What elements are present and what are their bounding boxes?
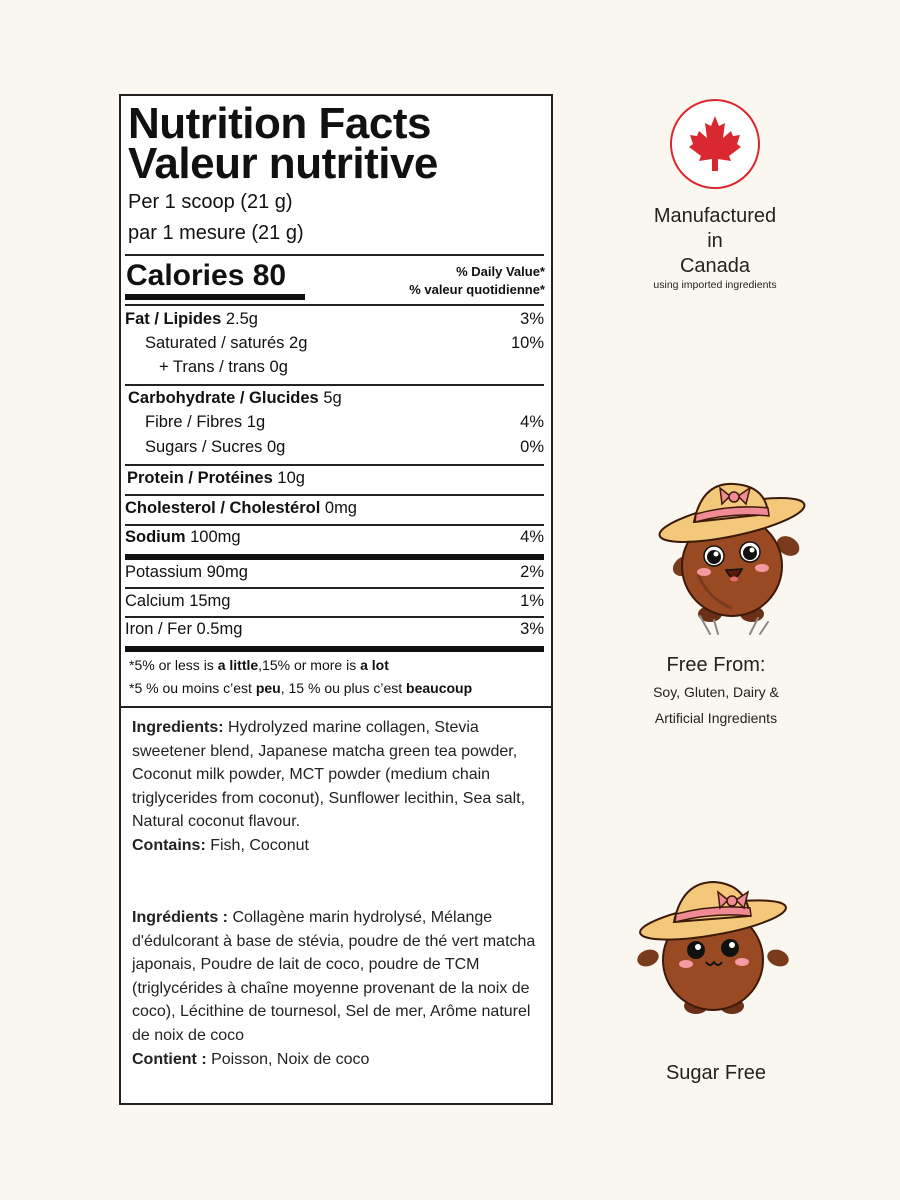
nutrition-facts-table bbox=[121, 96, 551, 708]
nutrient-name-amount: Saturated / saturés 2g bbox=[145, 334, 308, 352]
nutrient-row bbox=[125, 438, 544, 460]
ingredients-en bbox=[132, 716, 544, 858]
sugar-free-label: Sugar Free bbox=[665, 1062, 767, 1084]
nutrient-row bbox=[125, 563, 544, 585]
ingredients-fr-list: Ingrédients : Collagène marin hydrolysé, Mélange d'édulcorant à base de stévia, poudre de thé vert matcha japonais, Poudre de lait de coco, poudre de TCM (triglycérides à chaîne moyenne provenant de la noix de coco), Lécithine de tournesol, Sel de mer, Arôme naturel de noix de coco bbox=[132, 909, 536, 1044]
contains-en: Contains: Fish, Coconut bbox=[132, 836, 309, 854]
nutrient-name-amount: Sodium 100mg bbox=[125, 528, 241, 546]
nutrient-name-amount: Iron / Fer 0.5mg bbox=[125, 620, 243, 638]
nutrient-percent: 4% bbox=[520, 528, 544, 546]
nutrient-row bbox=[125, 358, 544, 380]
nutrient-percent: 3% bbox=[520, 310, 544, 328]
nutrient-name-amount: Potassium 90mg bbox=[125, 563, 248, 581]
free-from-badge bbox=[630, 651, 802, 731]
panel-divider bbox=[121, 706, 551, 708]
rule bbox=[125, 384, 544, 386]
contains-fr: Contient : Poisson, Noix de coco bbox=[132, 1050, 370, 1068]
nutrient-row bbox=[125, 620, 544, 642]
calories-underline bbox=[125, 294, 305, 300]
calories-value: 80 bbox=[252, 259, 287, 292]
canada-line-2: in bbox=[707, 230, 723, 252]
rule-thick bbox=[125, 646, 544, 652]
ingredients-en-list: Ingredients: Hydrolyzed marine collagen, Stevia sweetener blend, Japanese matcha green tea powder, Coconut milk powder, MCT powder (medium chain triglycerides from coconut), Sunflower lecithin, Sea salt, Natural coconut flavour. bbox=[132, 719, 526, 831]
ingredients-fr bbox=[132, 906, 544, 1071]
nutrient-name-amount: Calcium 15mg bbox=[125, 592, 231, 610]
free-from-line-2: Artificial Ingredients bbox=[654, 710, 778, 726]
nutrient-name-amount: Fat / Lipides 2.5g bbox=[125, 310, 258, 328]
nutrient-name-amount: Carbohydrate / Glucides 5g bbox=[128, 389, 342, 407]
canada-badge bbox=[620, 98, 810, 291]
nutrient-percent: 0% bbox=[520, 438, 544, 456]
footnote-en: *5% or less is a little,15% or more is a lot bbox=[129, 657, 389, 673]
nutrient-percent: 3% bbox=[520, 620, 544, 638]
serving-size-fr: par 1 mesure (21 g) bbox=[128, 222, 304, 244]
nutrient-name-amount: + Trans / trans 0g bbox=[159, 358, 288, 376]
rule bbox=[125, 254, 544, 256]
nutrient-name-amount: Sugars / Sucres 0g bbox=[145, 438, 286, 456]
nutrition-title-fr: Valeur nutritive bbox=[128, 139, 438, 188]
free-from-line-1: Soy, Gluten, Dairy & bbox=[653, 684, 779, 700]
rule bbox=[125, 494, 544, 496]
footnote-fr: *5 % ou moins c’est peu, 15 % ou plus c’est beaucoup bbox=[129, 680, 473, 696]
motion-lines-icon bbox=[694, 612, 774, 640]
daily-value-header-en: % Daily Value* bbox=[456, 264, 545, 279]
coconut-mascot-smile-icon bbox=[632, 874, 792, 1024]
canada-sub: using imported ingredients bbox=[653, 279, 777, 291]
nutrient-name-amount: Cholesterol / Cholestérol 0mg bbox=[125, 499, 357, 517]
nutrient-percent: 2% bbox=[520, 563, 544, 581]
rule-thick bbox=[125, 554, 544, 560]
free-from-title: Free From: bbox=[666, 654, 766, 676]
sugar-free-badge bbox=[630, 1061, 802, 1086]
nutrient-row bbox=[125, 334, 544, 356]
nutrient-percent: 10% bbox=[510, 334, 544, 352]
rule bbox=[125, 464, 544, 466]
nutrient-name-amount: Protein / Protéines 10g bbox=[127, 469, 305, 487]
maple-leaf-icon bbox=[669, 98, 761, 190]
rule bbox=[125, 587, 544, 589]
calories-label: Calories bbox=[126, 259, 245, 292]
daily-value-header-fr: % valeur quotidienne* bbox=[409, 282, 545, 297]
nutrient-percent: 1% bbox=[520, 592, 544, 610]
nutrient-row bbox=[125, 592, 544, 614]
nutrient-name-amount: Fibre / Fibres 1g bbox=[145, 413, 266, 431]
nutrient-row bbox=[125, 310, 544, 332]
nutrient-row bbox=[125, 389, 544, 411]
nutrient-row bbox=[125, 499, 544, 521]
serving-size-en: Per 1 scoop (21 g) bbox=[128, 191, 293, 213]
nutrient-row bbox=[125, 413, 544, 435]
canada-line-1: Manufactured bbox=[653, 205, 777, 227]
canada-line-3: Canada bbox=[679, 255, 751, 277]
calories bbox=[126, 259, 286, 293]
nutrient-row bbox=[125, 528, 544, 550]
nutrient-row bbox=[125, 469, 544, 491]
rule bbox=[125, 616, 544, 618]
nutrition-panel bbox=[119, 94, 553, 1105]
rule bbox=[125, 524, 544, 526]
nutrient-percent: 4% bbox=[520, 413, 544, 431]
rule bbox=[125, 304, 544, 306]
nutrition-title-en: Nutrition Facts bbox=[128, 99, 431, 148]
